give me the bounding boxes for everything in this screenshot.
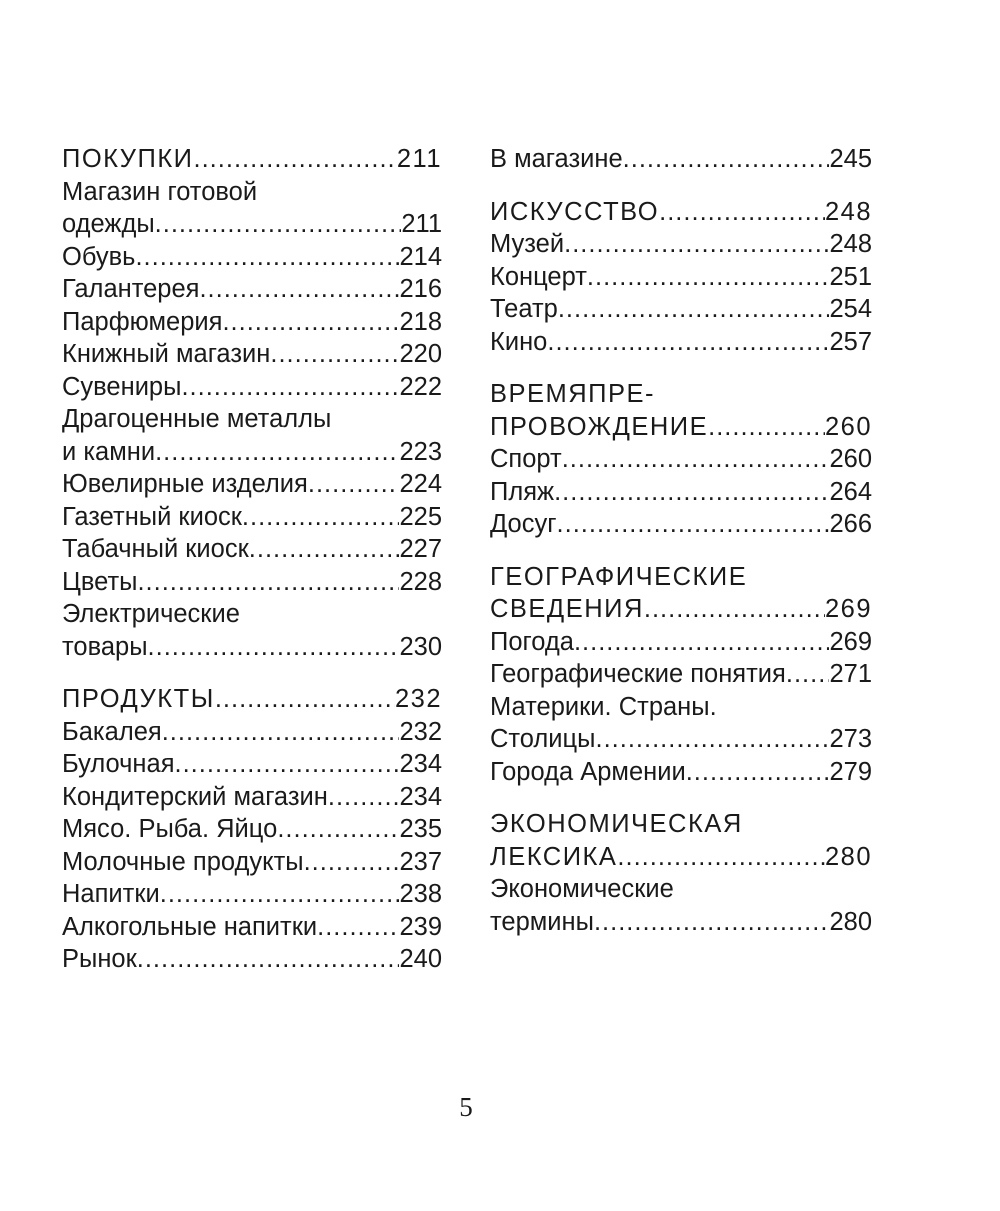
toc-entry-bakaleya: Бакалея ..... 232 <box>62 716 442 749</box>
toc-entry-plyazh: Пляж ..... 264 <box>490 476 872 509</box>
toc-entry-rynok: Рынок ..... 240 <box>62 943 442 976</box>
toc-entry-tabachny: Табачный киоск ..... 227 <box>62 533 442 566</box>
toc-entry-gotovaya-line1: Магазин готовой <box>62 177 258 206</box>
toc-entry-pogoda: Погода ..... 269 <box>490 626 872 659</box>
toc-entry-v-magazine: В магазине ..... 245 <box>490 143 872 176</box>
toc-section-ekon-line2: ЛЕКСИКА ..... 280 <box>490 841 872 874</box>
toc-section-ekon-line1: ЭКОНОМИЧЕСКАЯ <box>490 810 743 838</box>
toc-entry-bulochnaya: Булочная ..... 234 <box>62 748 442 781</box>
toc-entry-teatr: Театр ..... 254 <box>490 293 872 326</box>
toc-entry-terminy-line2: термины ..... 280 <box>490 906 872 939</box>
toc-entry-muzey: Музей ..... 248 <box>490 228 872 261</box>
toc-entry-elektro-line2: товары ..... 230 <box>62 631 442 664</box>
toc-entry-molochnye: Молочные продукты ..... 237 <box>62 846 442 879</box>
toc-entry-dosug: Досуг ..... 266 <box>490 508 872 541</box>
toc-section-vremya-line2: ПРОВОЖДЕНИЕ ..... 260 <box>490 411 872 444</box>
toc-section-vremya-line1: ВРЕМЯПРЕ- <box>490 380 656 408</box>
toc-entry-obuv: Обувь ..... 214 <box>62 241 442 274</box>
toc-entry-parfyumeriya: Парфюмерия ..... 218 <box>62 306 442 339</box>
toc-entry-geo-ponyatiya: Географические понятия ..... 271 <box>490 658 872 691</box>
toc-entry-elektro-line1: Электрические <box>62 600 240 628</box>
toc-section-iskusstvo: ИСКУССТВО ..... 248 <box>490 196 872 229</box>
toc-entry-materiki-line1: Материки. Страны. <box>490 692 717 721</box>
toc-section-produkty: ПРОДУКТЫ ..... 232 <box>62 683 442 716</box>
toc-entry-goroda: Города Армении ..... 279 <box>490 756 872 789</box>
toc-left-column <box>62 143 442 976</box>
toc-section-pokupki: ПОКУПКИ ..... 211 <box>62 143 442 176</box>
toc-entry-kino: Кино ..... 257 <box>490 326 872 359</box>
toc-entry-kontsert: Концерт ..... 251 <box>490 261 872 294</box>
toc-entry-alkogolnye: Алкогольные напитки ..... 239 <box>62 911 442 944</box>
toc-entry-napitki: Напитки ..... 238 <box>62 878 442 911</box>
page-number: 5 <box>459 1092 473 1122</box>
toc-section-geo-line2: СВЕДЕНИЯ ..... 269 <box>490 593 872 626</box>
toc-entry-konditersky: Кондитерский магазин ..... 234 <box>62 781 442 814</box>
toc-entry-gazetny: Газетный киоск ..... 225 <box>62 501 442 534</box>
toc-entry-materiki-line2: Столицы ..... 273 <box>490 723 872 756</box>
toc-entry-galantereya: Галантерея ..... 216 <box>62 273 442 306</box>
toc-entry-metally-line2: и камни ..... 223 <box>62 436 442 469</box>
toc-entry-suveniry: Сувениры ..... 222 <box>62 371 442 404</box>
toc-section-geo-line1: ГЕОГРАФИЧЕСКИЕ <box>490 562 748 591</box>
toc-entry-myaso: Мясо. Рыба. Яйцо ..... 235 <box>62 813 442 846</box>
toc-entry-gotovaya-line2: одежды ..... 211 <box>62 208 442 241</box>
toc-entry-tsvety: Цветы ..... 228 <box>62 566 442 599</box>
toc-entry-knizhny: Книжный магазин ..... 220 <box>62 338 442 371</box>
toc-right-column <box>490 143 872 938</box>
toc-entry-yuvelirnye: Ювелирные изделия ..... 224 <box>62 468 442 501</box>
toc-entry-metally-line1: Драгоценные металлы <box>62 405 332 433</box>
toc-entry-terminy-line1: Экономические <box>490 875 674 903</box>
toc-entry-sport: Спорт ..... 260 <box>490 443 872 476</box>
